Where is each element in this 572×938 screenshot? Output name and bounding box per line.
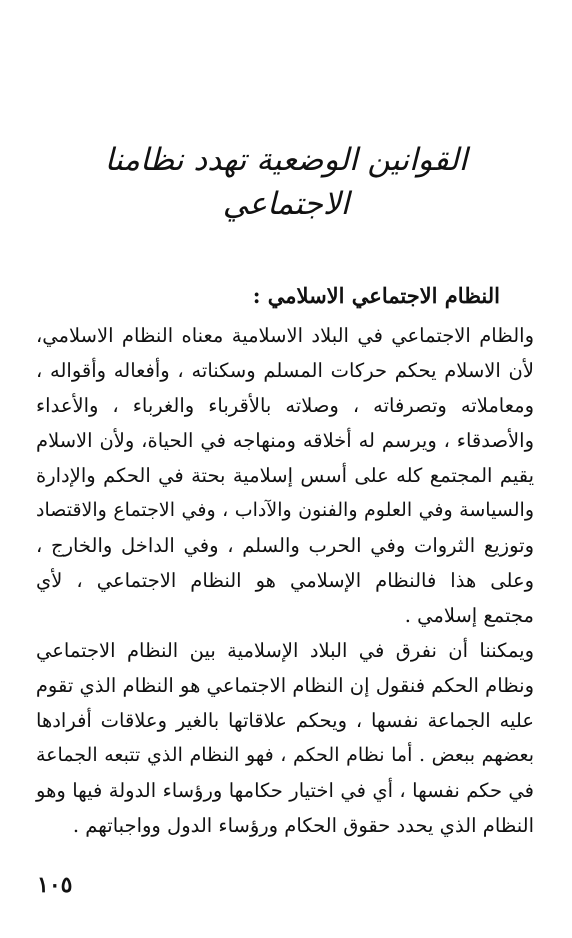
text-line-7: وتوزيع الثروات وفي الحرب والسلم ، وفي الداخل والخارج ، <box>36 534 534 557</box>
text-line-8: وعلى هذا فالنظام الإسلامي هو النظام الاجتماعي ، لأي <box>36 569 534 592</box>
text-line-5: يقيم المجتمع كله على أسس إسلامية بحتة في الحكم والإدارة <box>36 464 534 487</box>
page-number: ١٠٥ <box>37 872 73 898</box>
text-line-12: عليه الجماعة نفسها ، ويحكم علاقاتها بالغير وعلاقات أفرادها <box>36 709 534 732</box>
text-line-14: في حكم نفسها ، أي في اختيار حكامها ورؤساء الدولة فيها وهو <box>36 779 534 802</box>
text-line-15: النظام الذي يحدد حقوق الحكام ورؤساء الدول وواجباتهم . <box>72 814 534 837</box>
text-line-3: ومعاملاته وتصرفاته ، وصلاته بالأقرباء والغرباء ، والأعداء <box>36 394 534 417</box>
chapter-title: القوانين الوضعية تهدد نظامنا الاجتماعي <box>104 142 468 222</box>
text-line-13: بعضهم ببعض . أما نظام الحكم ، فهو النظام الذي تتبعه الجماعة <box>36 744 534 766</box>
text-line-6: والسياسة وفي العلوم والفنون والآداب ، وفي الاجتماع والاقتصاد <box>36 499 534 521</box>
text-line-9: مجتمع إسلامي . <box>404 604 534 627</box>
text-line-11: ونظام الحكم فنقول إن النظام الاجتماعي هو النظام الذي تقوم <box>35 674 534 697</box>
section-heading: النظام الاجتماعي الاسلامي : <box>252 283 500 308</box>
text-line-4: والأصدقاء ، ويرسم له أخلاقه ومنهاجه في الحياة، ولأن الاسلام <box>36 429 534 452</box>
text-line-1: والظام الاجتماعي في البلاد الاسلامية معناه النظام الاسلامي، <box>36 324 534 347</box>
body-text <box>36 318 534 843</box>
text-line-2: لأن الاسلام يحكم حركات المسلم وسكناته ، وأفعاله وأقواله ، <box>36 359 534 382</box>
text-line-10: ويمكننا أن نفرق في البلاد الإسلامية بين النظام الاجتماعي <box>36 639 534 662</box>
